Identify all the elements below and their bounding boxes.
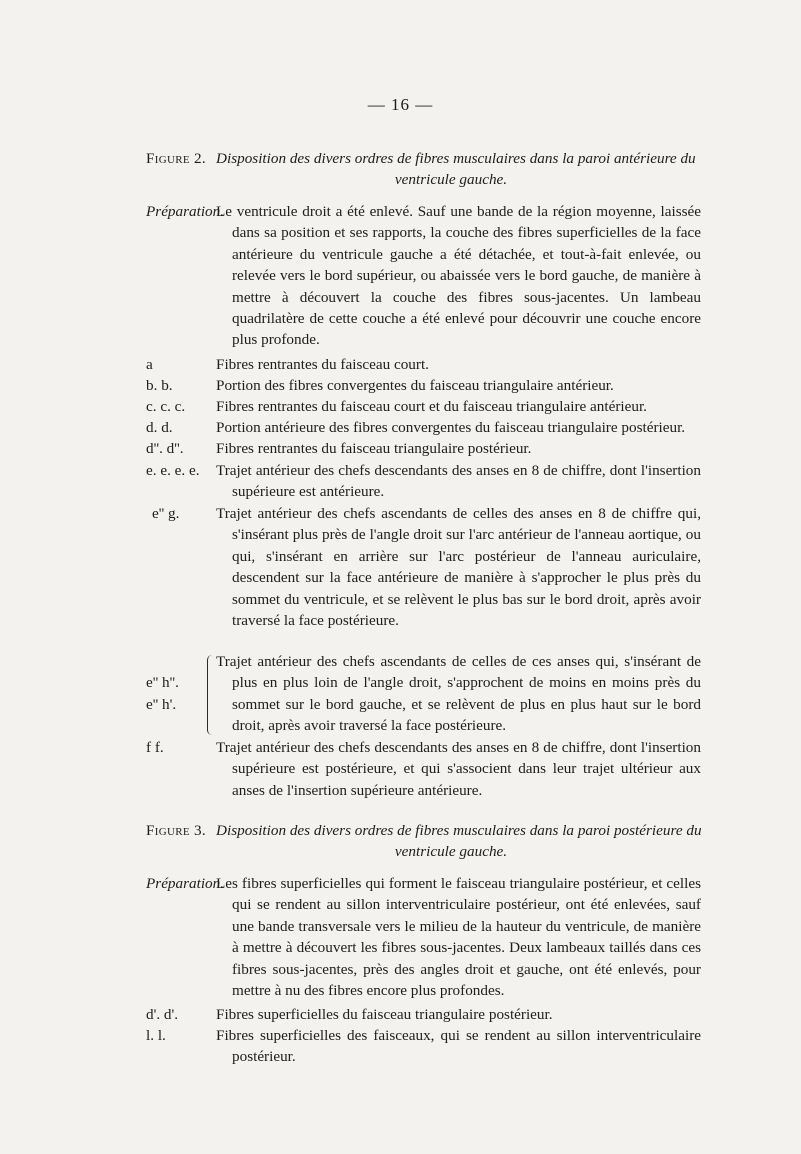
figure2-caption-line2: ventricule gauche. <box>394 171 508 188</box>
legend-key: c. c. c. <box>146 398 186 415</box>
brace-bracket <box>207 655 212 735</box>
figure2-preparation-label: Préparation. <box>146 203 225 220</box>
legend-key: f f. <box>146 739 164 756</box>
legend-text: Fibres superficielles du faisceau triangulaire postérieur. <box>216 1006 553 1023</box>
legend-text: Portion des fibres convergentes du faisceau triangulaire antérieur. <box>216 377 614 394</box>
legend-text: Fibres superficielles des faisceaux, qui se rendent au sillon interventriculaire postérieur. <box>216 1027 701 1066</box>
figure2-label: Figure 2. <box>146 150 206 167</box>
figure3-caption-line2: ventricule gauche. <box>394 843 508 860</box>
page-number: — 16 — <box>367 95 434 114</box>
legend-key: d''. d''. <box>146 440 184 457</box>
legend-key: d'. d'. <box>146 1006 179 1023</box>
legend-text: Fibres rentrantes du faisceau court. <box>216 356 429 373</box>
legend-key: b. b. <box>146 377 173 394</box>
legend-key: a <box>146 356 153 373</box>
legend-key: e. e. e. e. <box>146 462 200 479</box>
figure3-label: Figure 3. <box>146 822 206 839</box>
figure2-preparation-text: Le ventricule droit a été enlevé. Sauf une bande de la région moyenne, laissée dans sa position et ses rapports, la couche des fibres superficielles de la face antérieure du ventricule gauche a été détachée, et tout-à-fait enlevée, ou relevée vers le bord supérieur, ou abaissée vers le bord gauche, de manière à mettre à découvert la couche des fibres sous-jacentes. Un lambeau quadrilatère de cette couche a été enlevé pour découvrir une couche encore plus profonde. <box>216 203 701 349</box>
figure3-preparation-text: Les fibres superficielles qui forment le faisceau triangulaire postérieur, et celles qui se rendent au sillon interventriculaire postérieur, ont été enlevées, sauf une bande transversale vers le milieu de la hauteur du ventricule, de manière à mettre à découvert les fibres sous-jacentes. Deux lambeaux taillés dans ces fibres sous-jacentes, près des angles droit et gauche, ont été enlevés, pour mettre à nu des fibres encore plus profondes. <box>216 875 701 1000</box>
legend-key-b: e'' h'. <box>146 696 177 713</box>
legend-text: Trajet antérieur des chefs descendants des anses en 8 de chiffre, dont l'insertion supérieure est postérieure, et qui s'associent dans leur trajet ultérieur aux anses de l'insertion supérieure antérieure. <box>216 739 701 799</box>
legend-text: Trajet antérieur des chefs ascendants de celles des anses en 8 de chiffre qui, s'insérant plus près de l'angle droit sur l'arc antérieur de l'anneau aortique, ou qui, s'insérant en arrière sur l'arc postérieur de l'anneau auriculaire, descendent sur la face antérieure de manière à s'approcher le plus près du sommet du ventricule, et se relèvent le plus bas sur le bord droit, après avoir traversé la face postérieure. <box>216 505 701 630</box>
legend-key: e'' g. <box>152 505 180 522</box>
legend-text: Trajet antérieur des chefs ascendants de celles de ces anses qui, s'insérant de plus en plus loin de l'angle droit, s'approchent de moins en moins près du sommet sur le bord gauche, et se relèvent de plus en plus haut sur le bord droit, après avoir traversé la face postérieure. <box>216 653 701 735</box>
legend-text: Fibres rentrantes du faisceau triangulaire postérieur. <box>216 440 532 457</box>
figure2-caption-line1: Disposition des divers ordres de fibres musculaires dans la paroi antérieure du <box>216 150 696 167</box>
figure3-caption-line1: Disposition des divers ordres de fibres musculaires dans la paroi postérieure du <box>216 822 702 839</box>
legend-text: Trajet antérieur des chefs descendants des anses en 8 de chiffre, dont l'insertion supérieure est antérieure. <box>216 462 701 501</box>
legend-key: d. d. <box>146 419 173 436</box>
legend-key-a: e'' h''. <box>146 674 179 691</box>
legend-text: Portion antérieure des fibres convergentes du faisceau triangulaire postérieur. <box>216 419 686 436</box>
figure3-preparation-label: Préparation. <box>146 875 225 892</box>
legend-text: Fibres rentrantes du faisceau court et du faisceau triangulaire antérieur. <box>216 398 647 415</box>
legend-key: l. l. <box>146 1027 166 1044</box>
